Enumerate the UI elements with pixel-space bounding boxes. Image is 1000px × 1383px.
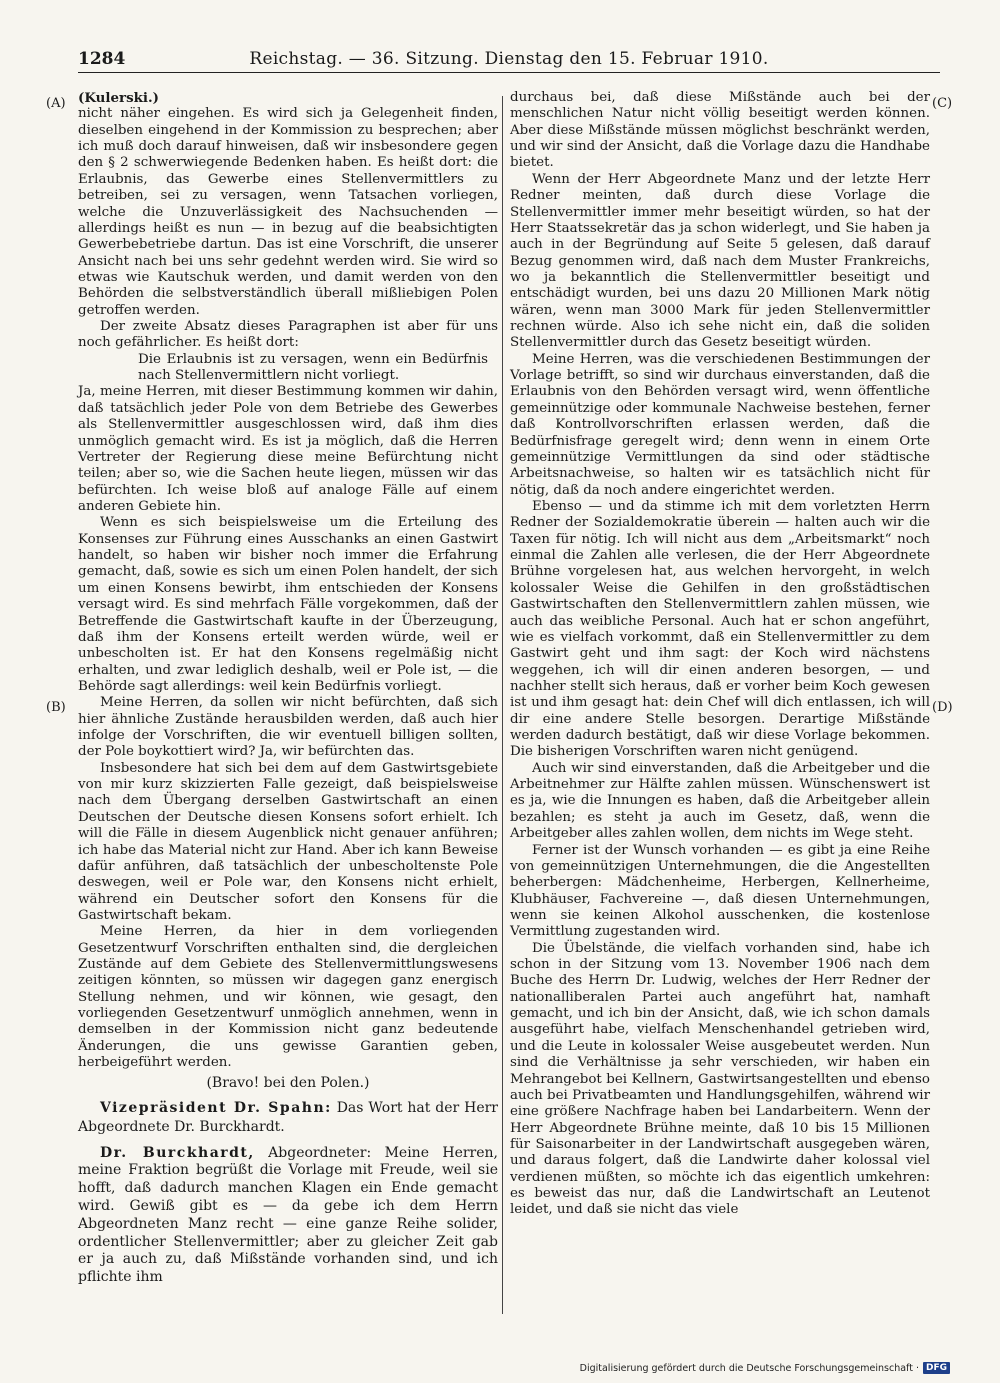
margin-mark-c: (C) (932, 96, 953, 111)
margin-mark-d: (D) (932, 700, 953, 715)
paragraph: Insbesondere hat sich bei dem auf dem Gastwirtsgebiete von mir kurz skizzierten Falle gezeigt, daß beispielsweise nach dem Übergang derselben Gastwirtschaft an einen Deutschen der Deutsche diesen Konsens sofort erhielt. Ich will die Fälle in diesem Augenblick nicht genauer anführen; ich habe das Material nicht zur Hand. Aber ich kann Beweise dafür anführen, daß tatsächlich der unbescholtenste Pole deswegen, weil er Pole war, den Konsens nicht erhielt, während ein Deutscher sofort den Konsens für die Gastwirtschaft bekam. (78, 760, 498, 923)
speech-paragraph (78, 1145, 498, 1287)
paragraph: Die Übelstände, die vielfach vorhanden sind, habe ich schon in der Sitzung vom 13. November 1906 nach dem Buche des Herrn Dr. Ludwig, welches der Herr Redner der nationalliberalen Partei auch angeführt hat, namhaft gemacht, und ich bin der Ansicht, daß, wie ich schon damals ausgeführt habe, vielfach Menschenhandel getrieben wird, und die Leute in kolossaler Weise ausgebeutet werden. Nun sind die Verhältnisse ja sehr verschieden, wir haben ein Mehrangebot bei Kellnern, Gastwirtsangestellten und ebenso auch bei Privatbeamten und Handlungsgehilfen, während wir eine größere Nachfrage haben bei Landarbeitern. Wenn der Herr Abgeordnete Brühne meinte, daß 10 bis 15 Millionen für Saisonarbeiter in der Landwirtschaft ausgegeben wären, und daraus folgert, daß die Landwirte daher kolossal viel verdienen müßten, so möchte ich das eigentlich umkehren: es beweist das nur, daß die Landwirtschaft an Leutenot leidet, und daß sie nicht das viele (510, 940, 930, 1218)
margin-mark-a: (A) (46, 96, 66, 111)
dfg-logo-icon: DFG (923, 1362, 950, 1374)
speaker-text: Das Wort hat der Herr Abgeordnete Dr. Burckhardt. (78, 1099, 498, 1135)
paragraph: Ebenso — und da stimme ich mit dem vorletzten Herrn Redner der Sozialdemokratie überein — halten auch wir die Taxen für nötig. Ich will nicht aus dem „Arbeitsmarkt“ noch einmal die Zahlen alle verlesen, die der Herr Abgeordnete Brühne vorgelesen hat, aus welchen hervorgeht, in welch kolossaler Weise die Gehilfen in den großstädtischen Gastwirtschaften den Stellenvermittlern zahlen müssen, wie auch das weibliche Personal. Auch hat er schon angeführt, wie es vielfach vorkommt, daß ein Stellenvermittler zu dem Gastwirt geht und ihm sagt: der Koch wird nächstens weggehen, ich will dir einen anderen besorgen, — und nachher stellt sich heraus, daß er vorher beim Koch gewesen ist und ihm gesagt hat: dein Chef will dich entlassen, ich will dir eine andere Stelle besorgen. Derartige Mißstände werden dadurch bestätigt, daß wir diese Vorlage bekommen. Die bisherigen Vorschriften waren nicht genügend. (510, 498, 930, 760)
header-rule (78, 72, 940, 73)
right-column (510, 90, 930, 1219)
speaker-name: Vizepräsident Dr. Spahn: (100, 1099, 332, 1116)
page-number: 1284 (78, 49, 126, 69)
paragraph: Ferner ist der Wunsch vorhanden — es gibt ja eine Reihe von gemeinnützigen Unternehmungen, die die Angestellten beherbergen: Mädchenheime, Herbergen, Kellnerheime, Klubhäuser, Fachvereine —, daß diesen Unternehmungen, wenn sie keinen Alkohol ausschenken, die kostenlose Vermittlung zugestanden wird. (510, 842, 930, 940)
speaker-text: Abgeordneter: Meine Herren, meine Fraktion begrüßt die Vorlage mit Freude, weil sie hofft, daß dadurch manchen Klagen ein Ende gemacht wird. Gewiß gibt es — da gebe ich dem Herrn Abgeordneten Manz recht — eine ganze Reihe solider, ordentlicher Stellenvermittler; aber zu gleicher Zeit gab er ja auch zu, daß Mißstände vorhanden sind, und ich pflichte ihm (78, 1144, 498, 1286)
running-title: Reichstag. — 36. Sitzung. Dienstag den 15. Februar 1910. (249, 49, 769, 69)
quotation: Die Erlaubnis ist zu versagen, wenn ein Bedürfnis nach Stellenvermittlern nicht vorliegt. (138, 351, 488, 384)
running-header (78, 48, 940, 70)
applause-note: (Bravo! bei den Polen.) (206, 1074, 370, 1091)
digitization-footer (580, 1362, 950, 1374)
paragraph: nicht näher eingehen. Es wird sich ja Gelegenheit finden, dieselben eingehend in der Kommission zu besprechen; aber ich muß doch darauf hinweisen, daß wir insbesondere gegen den § 2 schwerwiegende Bedenken haben. Es heißt dort: die Erlaubnis, das Gewerbe eines Stellenvermittlers zu betreiben, sei zu versagen, wenn Tatsachen vorliegen, welche die Unzuverlässigkeit des Nachsuchenden — allerdings heißt es nun — in bezug auf die beabsichtigten Gewerbebetriebe dartun. Das ist eine Vorschrift, die unserer Ansicht nach bei uns sehr gedehnt werden wird. Sie wird so etwas wie Kautschuk werden, und damit werden von den Behörden die selbstverständlich überall mißliebigen Polen getroffen werden. (78, 106, 498, 318)
left-column (78, 90, 498, 1287)
speaker-name: Dr. Burckhardt, (100, 1144, 255, 1161)
vice-president-remark (78, 1099, 498, 1137)
paragraph: Wenn der Herr Abgeordnete Manz und der letzte Herr Redner meinten, daß durch diese Vorlage die Stellenvermittler immer mehr beseitigt würden, so hat der Herr Staatssekretär das ja schon widerlegt, und Sie haben ja auch in der Begründung auf Seite 5 gelesen, daß darauf Bezug genommen wird, daß nach dem Muster Frankreichs, wo ja bekanntlich die Stellenvermittler beseitigt und entschädigt wurden, bei uns dazu 20 Millionen Mark nötig wären, wenn man 3000 Mark für jeden Stellenvermittler rechnen würde. Also ich sehe nicht ein, daß die soliden Stellenvermittler durch das Gesetz beseitigt würden. (510, 171, 930, 351)
paragraph: Meine Herren, was die verschiedenen Bestimmungen der Vorlage betrifft, so sind wir durchaus einverstanden, daß die Erlaubnis von den Behörden versagt wird, wenn öffentliche gemeinnützige oder kommunale Nachweise bestehen, ferner daß Kontrollvorschriften erlassen werden, daß die Bedürfnisfrage geregelt wird; denn wenn in einem Orte gemeinnützige Vermittlungen da sind oder städtische Arbeitsnachweise, so halten wir es tatsächlich nicht für nötig, daß da noch andere eingerichtet werden. (510, 351, 930, 498)
speaker-tag: (Kulerski.) (78, 90, 159, 106)
paragraph: Wenn es sich beispielsweise um die Erteilung des Konsenses zur Führung eines Ausschanks an einen Gastwirt handelt, so haben wir bisher noch immer die Erfahrung gemacht, daß, sowie es sich um einen Polen handelt, der sich um einen Konsens bewirbt, ihm entschieden der Konsens versagt wird. Es sind mehrfach Fälle vorgekommen, daß der Betreffende die Gastwirtschaft kaufte in der Überzeugung, daß ihm der Konsens erteilt werden würde, weil er unbescholten ist. Er hat den Konsens regelmäßig nicht erhalten, und zwar lediglich deshalb, weil er Pole ist, — die Behörde sagt allerdings: weil kein Bedürfnis vorliegt. (78, 515, 498, 694)
margin-mark-b: (B) (46, 700, 66, 715)
paragraph: Auch wir sind einverstanden, daß die Arbeitgeber und die Arbeitnehmer zur Hälfte zahlen müssen. Wünschenswert ist es ja, wie die Innungen es haben, daß die Arbeitgeber allein bezahlen; es steht ja auch im Gesetz, daß, wenn die Arbeitgeber alles zahlen wollen, dem nichts im Wege steht. (510, 760, 930, 842)
paragraph: Meine Herren, da sollen wir nicht befürchten, daß sich hier ähnliche Zustände herausbilden werden, daß auch hier infolge der Vorschriften, die wir eventuell billigen sollten, der Pole boykottiert wird? Ja, wir befürchten das. (78, 695, 498, 760)
paragraph: durchaus bei, daß diese Mißstände auch bei der menschlichen Natur nicht völlig beseitigt werden können. Aber diese Mißstände müssen möglichst beschränkt werden, und wir sind der Ansicht, daß die Vorlage dazu die Handhabe bietet. (510, 90, 930, 171)
column-divider (502, 96, 503, 1314)
paragraph: Meine Herren, da hier in dem vorliegenden Gesetzentwurf Vorschriften enthalten sind, die dergleichen Zustände auf dem Gebiete des Stellenvermittlungswesens zeitigen könnten, so müssen wir dagegen ganz energisch Stellung nehmen, und wir können, wie gesagt, den vorliegenden Gesetzentwurf unmöglich annehmen, wenn in demselben in der Kommission nicht ganz bedeutende Änderungen, die uns gewisse Garantien geben, herbeigeführt werden. (78, 924, 498, 1071)
footer-credit: Digitalisierung gefördert durch die Deutsche Forschungsgemeinschaft · (579, 1362, 919, 1374)
paragraph: Der zweite Absatz dieses Paragraphen ist aber für uns noch gefährlicher. Es heißt dort: (78, 319, 498, 351)
paragraph: Ja, meine Herren, mit dieser Bestimmung kommen wir dahin, daß tatsächlich jeder Pole von dem Betriebe des Gewerbes als Stellenvermittler ausgeschlossen wird, daß ihm dies unmöglich gemacht wird. Es ist ja möglich, daß die Herren Vertreter der Regierung diese meine Befürchtung nicht teilen; aber so, wie die Sachen heute liegen, müssen wir das befürchten. Ich weise bloß auf analoge Fälle auf einem anderen Gebiete hin. (78, 384, 498, 514)
